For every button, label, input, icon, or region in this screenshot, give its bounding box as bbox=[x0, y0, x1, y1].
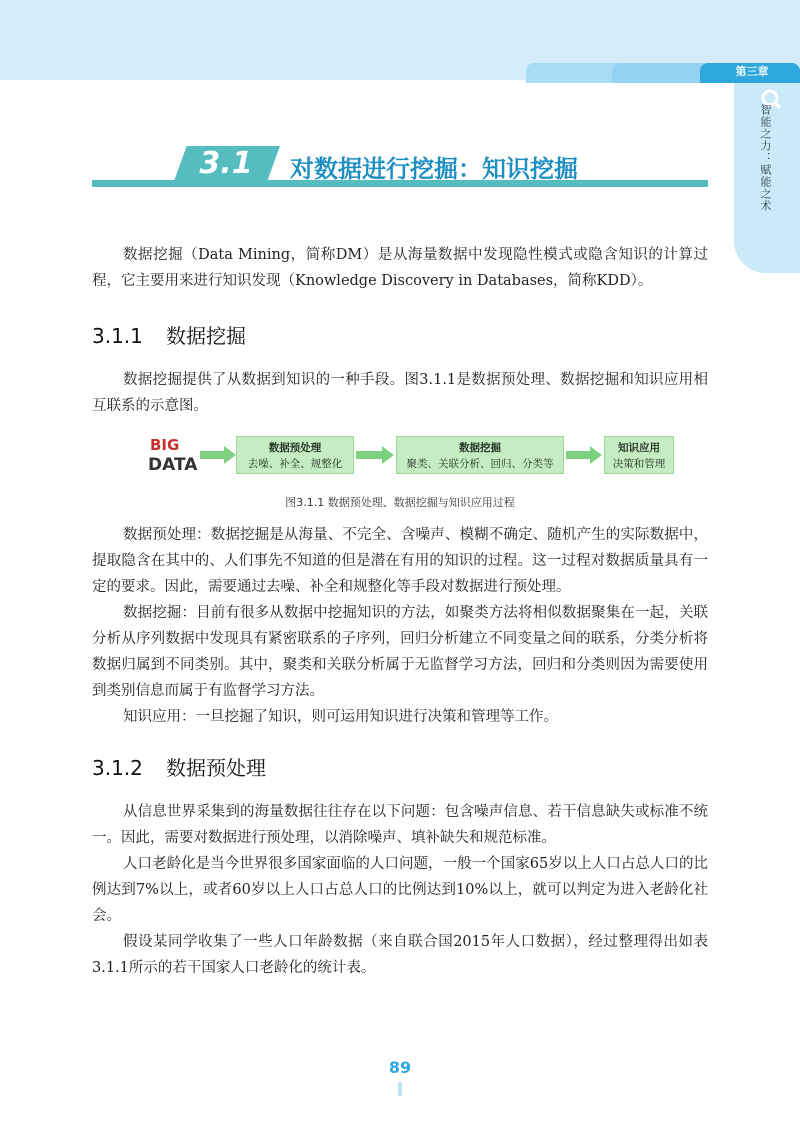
flow-box-text: 决策和管理 bbox=[612, 458, 666, 470]
intro-paragraph: 数据挖掘（Data Mining，简称DM）是从海量数据中发现隐性模式或隐含知识的计算过程，它主要用来进行知识发现（Knowledge Discovery in Databases，简称KDD）。 bbox=[92, 247, 708, 289]
body-paragraph-preprocess: 数据预处理：数据挖掘是从海量、不完全、含噪声、模糊不确定、随机产生的实际数据中，提取隐含在其中的、人们事先不知道的但是潜在有用的知识的过程。这一过程对数据质量具有一定的要求。因此，需要通过去噪、补全和规整化等手段对数据进行预处理。 bbox=[92, 527, 708, 595]
header-tab-2 bbox=[612, 63, 712, 83]
side-title: 智能之力：赋能之术 bbox=[759, 104, 772, 212]
section-title: 对数据进行挖掘：知识挖掘 bbox=[290, 155, 578, 183]
figure-caption: 图3.1.1 数据预处理、数据挖掘与知识应用过程 bbox=[285, 496, 515, 509]
chapter-label: 第三章 bbox=[735, 65, 769, 78]
flow-box-application bbox=[604, 436, 674, 474]
subsection-title: 数据预处理 bbox=[166, 756, 266, 780]
flow-arrow-shaft bbox=[200, 451, 226, 459]
subsection-heading-1 bbox=[92, 320, 246, 349]
header-tab-1 bbox=[526, 63, 626, 83]
flow-box-text: 去噪、补全、规整化 bbox=[247, 458, 343, 470]
flow-arrow-shaft bbox=[566, 451, 592, 459]
subsection-heading-2 bbox=[92, 752, 266, 781]
flow-box-text: 聚类、关联分析、回归、分类等 bbox=[406, 458, 554, 470]
flow-box-title: 知识应用 bbox=[618, 442, 660, 454]
flow-arrow-icon bbox=[224, 446, 236, 464]
flow-box-preprocess bbox=[236, 436, 354, 474]
flow-box-title: 数据预处理 bbox=[268, 442, 322, 454]
process-figure bbox=[128, 432, 676, 480]
body-paragraph-mining: 数据挖掘：目前有很多从数据中挖掘知识的方法，如聚类方法将相似数据聚集在一起，关联分析从序列数据中发现具有紧密联系的子序列，回归分析建立不同变量之间的联系，分类分析将数据归属到不同类别。其中，聚类和关联分析属于无监督学习方法，回归和分类则因为需要使用到类别信息而属于有监督学习方法。 bbox=[92, 605, 708, 699]
flow-box-mining bbox=[396, 436, 564, 474]
subsection-number: 3.1.1 bbox=[92, 324, 143, 348]
flow-arrow-icon bbox=[382, 446, 394, 464]
big-data-logo bbox=[128, 434, 198, 478]
subsection-number: 3.1.2 bbox=[92, 756, 143, 780]
section-number: 3.1 bbox=[199, 146, 253, 181]
svg-text:BIG: BIG bbox=[150, 436, 180, 454]
body-paragraph-application: 知识应用：一旦挖掘了知识，则可运用知识进行决策和管理等工作。 bbox=[123, 709, 558, 725]
page-number-marker bbox=[398, 1082, 402, 1096]
subsection-title: 数据挖掘 bbox=[166, 324, 246, 348]
svg-text:DATA: DATA bbox=[148, 455, 198, 475]
flow-arrow-icon bbox=[590, 446, 602, 464]
page-number: 89 bbox=[388, 1058, 412, 1077]
subsection-1-paragraph: 数据挖掘提供了从数据到知识的一种手段。图3.1.1是数据预处理、数据挖掘和知识应用相互联系的示意图。 bbox=[92, 372, 708, 414]
body-paragraph-survey: 假设某同学收集了一些人口年龄数据（来自联合国2015年人口数据），经过整理得出如表3.1.1所示的若干国家人口老龄化的统计表。 bbox=[92, 934, 708, 976]
body-paragraph-aging: 人口老龄化是当今世界很多国家面临的人口问题，一般一个国家65岁以上人口占总人口的比例达到7%以上，或者60岁以上人口占总人口的比例达到10%以上，就可以判定为进入老龄化社会。 bbox=[92, 856, 708, 924]
flow-box-title: 数据挖掘 bbox=[459, 442, 501, 454]
body-paragraph-problems: 从信息世界采集到的海量数据往往存在以下问题：包含噪声信息、若干信息缺失或标准不统一。因此，需要对数据进行预处理，以消除噪声、填补缺失和规范标准。 bbox=[92, 804, 708, 846]
flow-arrow-shaft bbox=[356, 451, 384, 459]
